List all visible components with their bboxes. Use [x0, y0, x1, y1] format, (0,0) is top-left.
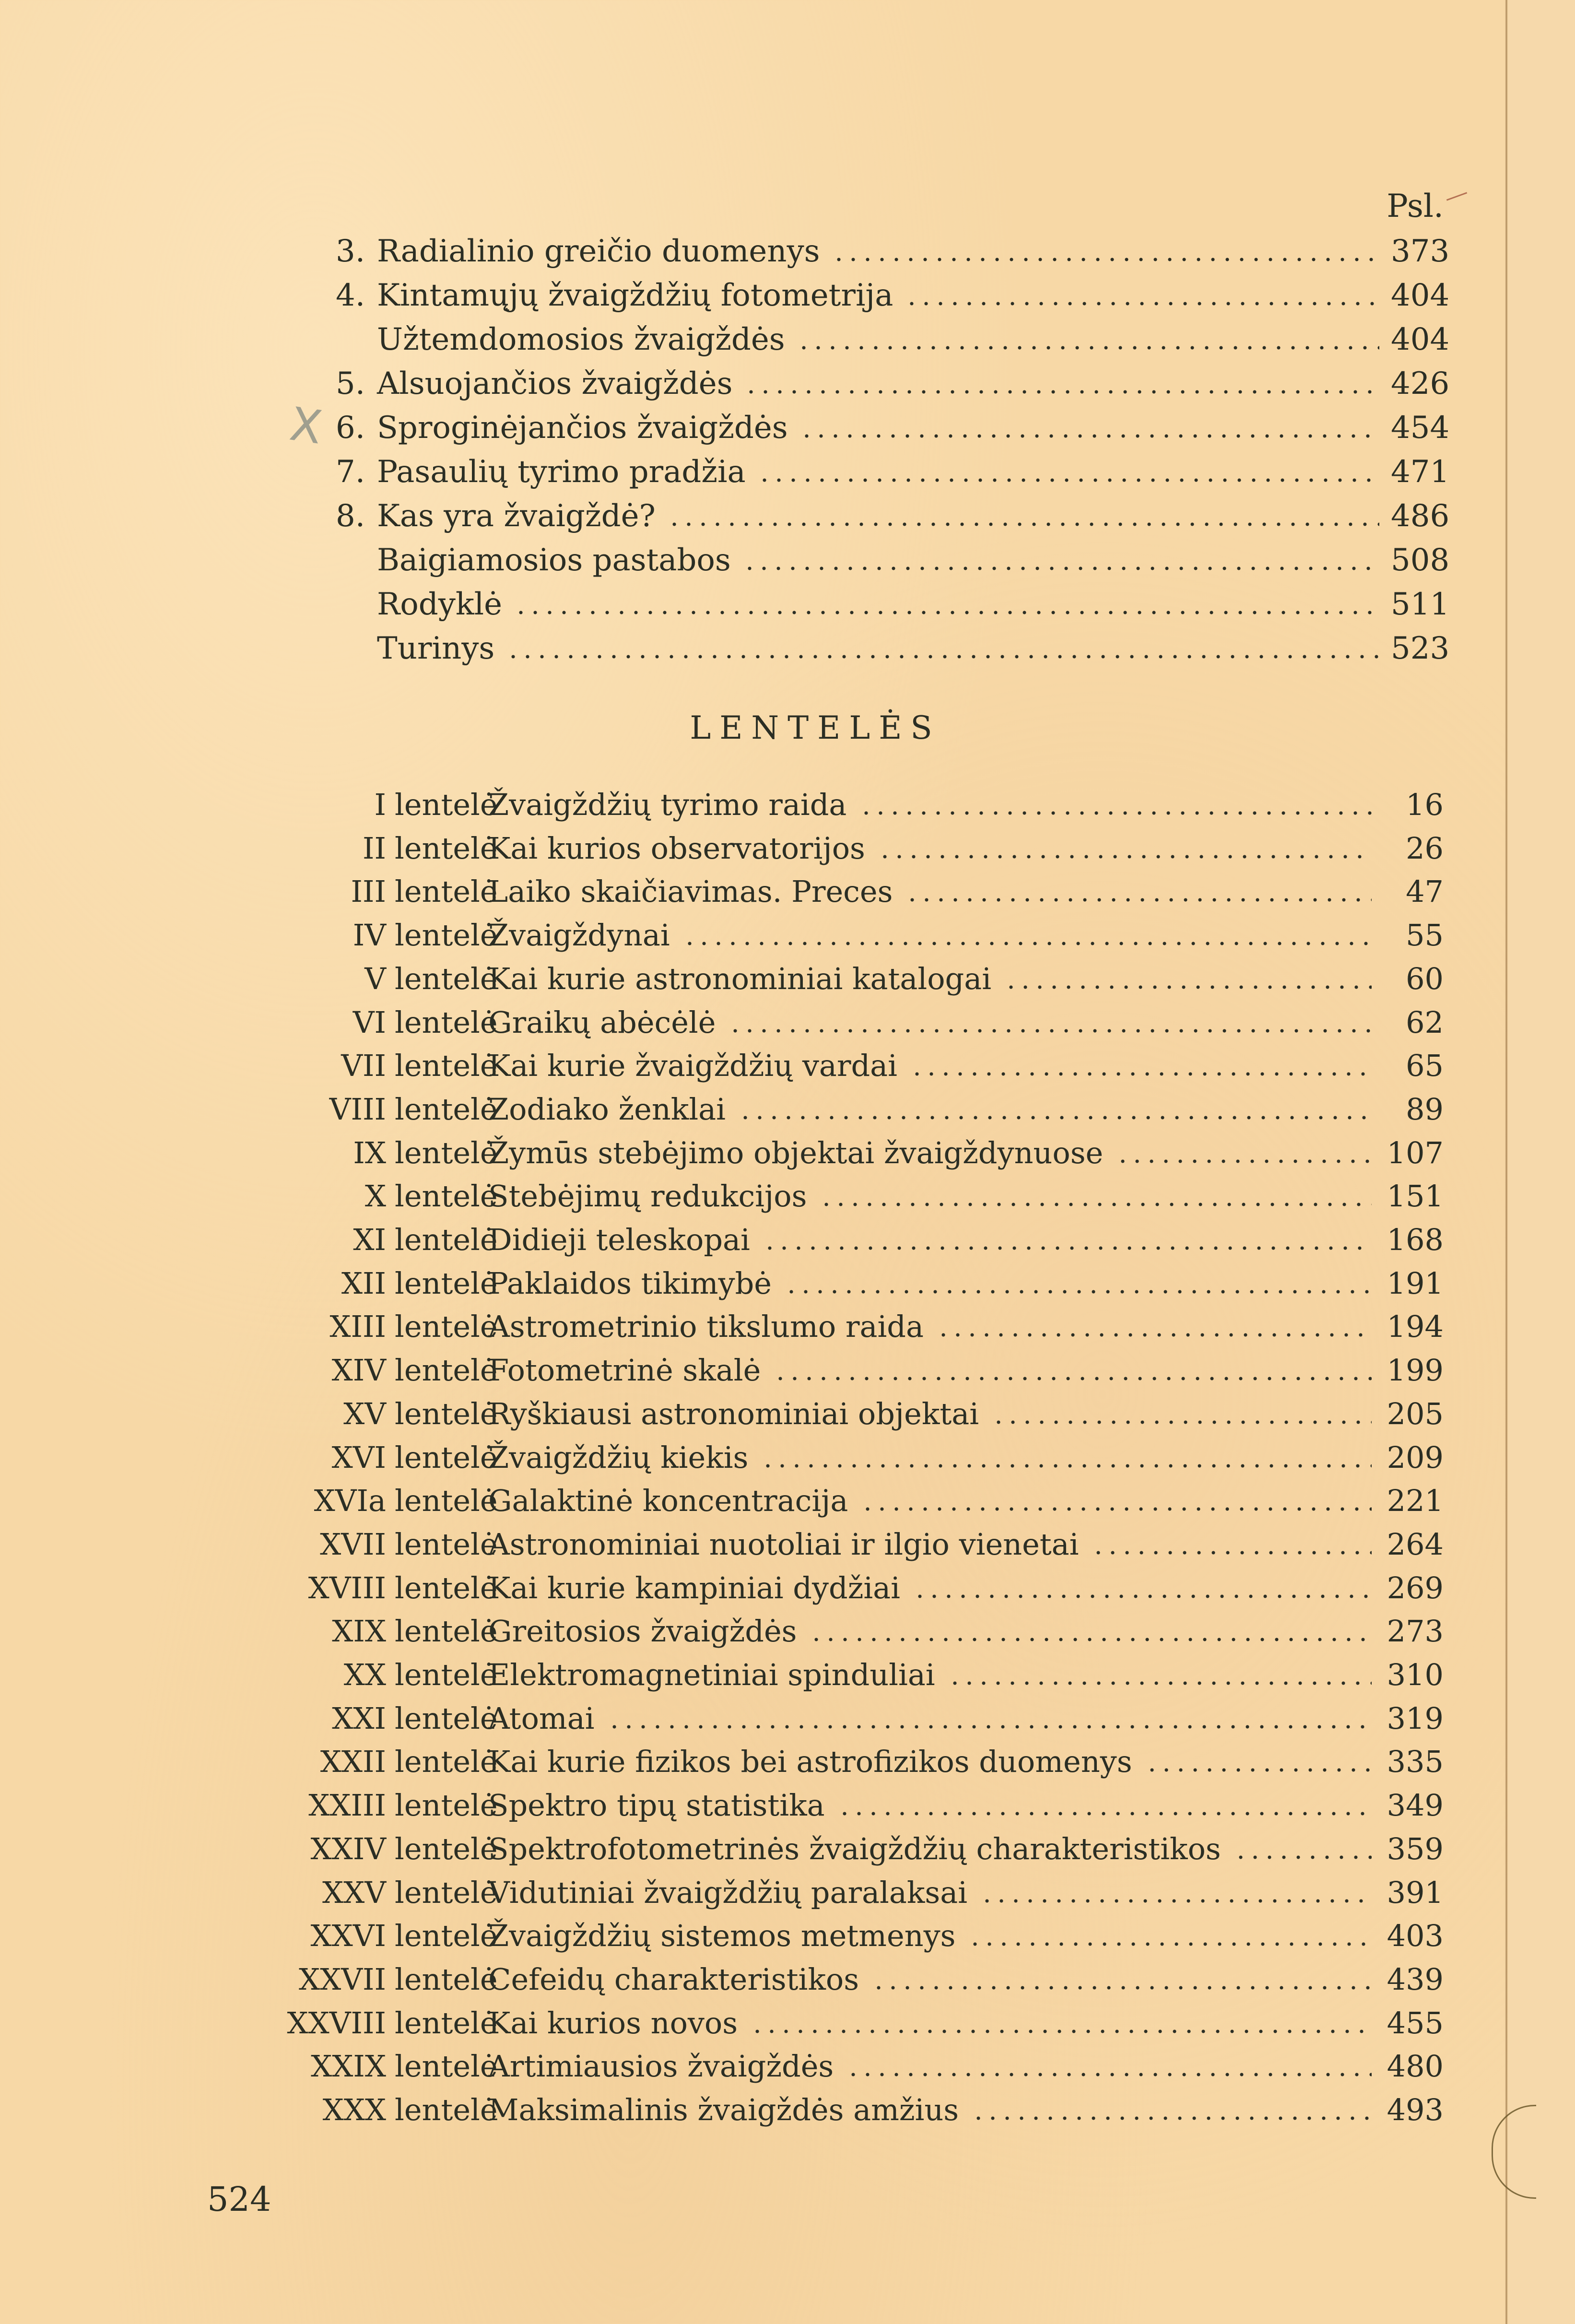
- table-label-word: lentelė: [395, 1222, 498, 1257]
- table-label-word: lentelė: [395, 2092, 498, 2127]
- table-roman-numeral: XV: [343, 1396, 386, 1431]
- dot-leader: [968, 1939, 1372, 1949]
- table-label-word: lentelė: [395, 1265, 498, 1301]
- entry-page: 523: [1391, 631, 1450, 666]
- entry-title: Baigiamosios pastabos: [377, 543, 731, 578]
- entry-title: Kas yra žvaigždė?: [377, 498, 656, 534]
- dot-leader: [980, 1896, 1372, 1906]
- table-roman-numeral: XII: [341, 1265, 386, 1301]
- entry-title: Pasaulių tyrimo pradžia: [377, 454, 746, 490]
- table-label-word: lentelė: [395, 1048, 498, 1084]
- table-label-word: lentelė: [395, 1831, 498, 1866]
- dot-leader: [837, 1809, 1372, 1818]
- table-entry: [182, 1522, 1444, 1566]
- table-entry: [182, 826, 1444, 870]
- table-entry: [182, 1653, 1444, 1697]
- entry-page: 426: [1391, 366, 1450, 401]
- dot-leader: [860, 1504, 1372, 1514]
- table-title: Astronominiai nuotoliai ir ilgio vienetai: [488, 1526, 1079, 1562]
- table-roman-numeral: XXX: [322, 2092, 386, 2127]
- chapter-number: 6.: [336, 410, 365, 446]
- table-label-word: lentelė: [395, 1091, 498, 1127]
- table-roman-numeral: I: [374, 787, 386, 822]
- table-page: 359: [1387, 1831, 1444, 1866]
- dot-leader: [744, 387, 1379, 397]
- table-title: Laiko skaičiavimas. Preces: [488, 874, 893, 909]
- table-page: 209: [1387, 1439, 1444, 1475]
- pencil-curve-mark: [1492, 2105, 1536, 2199]
- table-roman-numeral: XVII: [320, 1526, 386, 1562]
- table-roman-numeral: XIV: [331, 1353, 386, 1388]
- table-entry: [182, 1697, 1444, 1740]
- table-page: 335: [1387, 1744, 1444, 1780]
- dot-leader: [761, 1461, 1372, 1471]
- contents-entry: [336, 229, 1450, 273]
- table-roman-numeral: XXIX: [311, 2049, 386, 2084]
- table-entry: [182, 2044, 1444, 2088]
- table-roman-numeral: XXV: [322, 1875, 386, 1910]
- table-entry: [182, 1392, 1444, 1436]
- table-page: 16: [1406, 787, 1444, 822]
- contents-entry: [336, 494, 1450, 538]
- table-page: 168: [1387, 1222, 1444, 1257]
- table-label-word: lentelė: [395, 830, 498, 866]
- dot-leader: [763, 1243, 1372, 1253]
- dot-leader: [1091, 1548, 1372, 1557]
- table-title: Kai kurie žvaigždžių vardai: [488, 1048, 897, 1084]
- table-label-word: lentelė: [395, 1570, 498, 1605]
- entry-page: 454: [1391, 410, 1450, 446]
- table-label-word: lentelė: [395, 918, 498, 953]
- table-entry: [182, 1740, 1444, 1783]
- table-title: Kai kurios novos: [488, 2005, 738, 2041]
- table-page: 60: [1406, 961, 1444, 996]
- table-title: Vidutiniai žvaigždžių paralaksai: [488, 1875, 968, 1910]
- table-title: Kai kurie kampiniai dydžiai: [488, 1570, 900, 1605]
- table-entry: [182, 1609, 1444, 1653]
- table-label-word: lentelė: [395, 2005, 498, 2041]
- table-label-word: lentelė: [395, 874, 498, 909]
- chapter-number: 4.: [336, 278, 365, 313]
- entry-page: 508: [1391, 543, 1450, 578]
- table-label-word: lentelė: [395, 1700, 498, 1736]
- table-page: 194: [1387, 1309, 1444, 1345]
- table-page: 391: [1387, 1875, 1444, 1910]
- table-entry: [182, 870, 1444, 913]
- table-page: 199: [1387, 1353, 1444, 1388]
- dot-leader: [738, 1113, 1372, 1122]
- dot-leader: [846, 2070, 1372, 2079]
- table-roman-numeral: V: [364, 961, 386, 996]
- table-roman-numeral: XVIa: [314, 1483, 386, 1519]
- table-roman-numeral: XXII: [320, 1744, 386, 1780]
- dot-leader: [905, 895, 1372, 905]
- dot-leader: [1004, 982, 1372, 992]
- table-title: Maksimalinis žvaigždės amžius: [488, 2092, 959, 2127]
- dot-leader: [797, 343, 1379, 353]
- table-label-word: lentelė: [395, 1788, 498, 1823]
- pencil-mark: [1446, 192, 1467, 201]
- contents-entry: [336, 362, 1450, 406]
- table-label-word: lentelė: [395, 1179, 498, 1214]
- table-entry: [182, 1783, 1444, 1827]
- book-gutter: [1505, 0, 1508, 2324]
- table-title: Spektro tipų statistika: [488, 1788, 825, 1823]
- contents-entry: [336, 318, 1450, 362]
- dot-leader: [859, 808, 1372, 818]
- chapter-number: 3.: [336, 234, 365, 269]
- dot-leader: [1234, 1852, 1372, 1862]
- table-title: Žvaigždynai: [488, 918, 670, 953]
- table-roman-numeral: IV: [353, 918, 386, 953]
- table-page: 191: [1387, 1265, 1444, 1301]
- chapter-number: 7.: [336, 454, 365, 490]
- table-page: 47: [1406, 874, 1444, 909]
- entry-page: 404: [1391, 278, 1450, 313]
- dot-leader: [948, 1678, 1372, 1688]
- table-entry: [182, 1218, 1444, 1262]
- table-roman-numeral: VIII: [329, 1091, 386, 1127]
- table-title: Didieji teleskopai: [488, 1222, 750, 1257]
- entry-title: Užtemdomosios žvaigždės: [377, 322, 785, 357]
- entry-page: 471: [1391, 454, 1450, 490]
- table-title: Artimiausios žvaigždės: [488, 2049, 834, 2084]
- tables-section-heading: LENTELĖS: [690, 709, 941, 746]
- table-label-word: lentelė: [395, 1353, 498, 1388]
- table-label-word: lentelė: [395, 1483, 498, 1519]
- table-entry: [182, 957, 1444, 1001]
- table-label-word: lentelė: [395, 1918, 498, 1954]
- dot-leader: [809, 1635, 1372, 1644]
- table-label-word: lentelė: [395, 1135, 498, 1170]
- dot-leader: [728, 1026, 1372, 1036]
- dot-leader: [742, 564, 1379, 573]
- dot-leader: [819, 1200, 1372, 1209]
- dot-leader: [773, 1374, 1372, 1383]
- table-entry: [182, 2088, 1444, 2132]
- table-page: 273: [1387, 1614, 1444, 1649]
- table-label-word: lentelė: [395, 1309, 498, 1345]
- table-entry: [182, 783, 1444, 826]
- table-entry: [182, 1914, 1444, 1958]
- table-page: 310: [1387, 1657, 1444, 1692]
- table-page: 89: [1406, 1091, 1444, 1127]
- table-page: 349: [1387, 1788, 1444, 1823]
- dot-leader: [514, 608, 1379, 617]
- table-roman-numeral: VII: [341, 1048, 386, 1084]
- dot-leader: [971, 2113, 1372, 2123]
- chapter-number: 5.: [336, 366, 365, 401]
- table-entry: [182, 1087, 1444, 1131]
- table-title: Paklaidos tikimybė: [488, 1265, 772, 1301]
- entry-title: Sproginėjančios žvaigždės: [377, 410, 788, 446]
- table-roman-numeral: XXVIII: [287, 2005, 386, 2041]
- table-entry: [182, 1001, 1444, 1044]
- dot-leader: [913, 1592, 1372, 1601]
- table-page: 480: [1387, 2049, 1444, 2084]
- dot-leader: [905, 299, 1379, 308]
- contents-entry: [336, 582, 1450, 626]
- dot-leader: [607, 1722, 1372, 1732]
- table-roman-numeral: XXVI: [310, 1918, 386, 1954]
- table-entry: [182, 1479, 1444, 1522]
- table-title: Spektrofotometrinės žvaigždžių charakteristikos: [488, 1831, 1221, 1866]
- entry-page: 373: [1391, 234, 1450, 269]
- entry-page: 511: [1391, 587, 1450, 622]
- adjacent-page-edge: [1508, 0, 1575, 2324]
- dot-leader: [832, 255, 1380, 264]
- table-entry: [182, 1566, 1444, 1610]
- table-title: Žvaigždžių tyrimo raida: [488, 787, 847, 822]
- contents-entry: [336, 450, 1450, 494]
- table-roman-numeral: VI: [353, 1004, 386, 1040]
- table-page: 205: [1387, 1396, 1444, 1431]
- table-entry: [182, 1262, 1444, 1305]
- table-title: Galaktinė koncentracija: [488, 1483, 848, 1519]
- table-page: 439: [1387, 1961, 1444, 1997]
- dot-leader: [506, 652, 1379, 661]
- table-roman-numeral: XIII: [329, 1309, 386, 1345]
- table-label-word: lentelė: [395, 1396, 498, 1431]
- table-label-word: lentelė: [395, 1614, 498, 1649]
- table-title: Fotometrinė skalė: [488, 1353, 761, 1388]
- contents-entry: [336, 538, 1450, 582]
- table-page: 403: [1387, 1918, 1444, 1954]
- dot-leader: [871, 1983, 1372, 1993]
- table-roman-numeral: II: [363, 830, 386, 866]
- table-title: Kai kurie fizikos bei astrofizikos duomenys: [488, 1744, 1132, 1780]
- table-roman-numeral: XVIII: [308, 1570, 386, 1605]
- table-title: Elektromagnetiniai spinduliai: [488, 1657, 935, 1692]
- table-entry: [182, 1174, 1444, 1218]
- table-title: Atomai: [488, 1700, 595, 1736]
- table-title: Zodiako ženklai: [488, 1091, 726, 1127]
- dot-leader: [910, 1069, 1372, 1079]
- table-entry: [182, 1827, 1444, 1871]
- table-page: 55: [1406, 918, 1444, 953]
- dot-leader: [878, 852, 1372, 861]
- table-page: 455: [1387, 2005, 1444, 2041]
- dot-leader: [682, 939, 1372, 948]
- table-label-word: lentelė: [395, 961, 498, 996]
- table-roman-numeral: XX: [343, 1657, 386, 1692]
- table-roman-numeral: XXIV: [310, 1831, 386, 1866]
- table-title: Žvaigždžių sistemos metmenys: [488, 1918, 956, 1954]
- table-title: Astrometrinio tikslumo raida: [488, 1309, 924, 1345]
- table-page: 221: [1387, 1483, 1444, 1519]
- table-roman-numeral: XXI: [332, 1700, 386, 1736]
- table-entry: [182, 2001, 1444, 2045]
- dot-leader: [799, 431, 1379, 441]
- table-label-word: lentelė: [395, 1004, 498, 1040]
- entry-page: 486: [1391, 498, 1450, 534]
- table-title: Cefeidų charakteristikos: [488, 1961, 859, 1997]
- table-roman-numeral: XVI: [331, 1439, 386, 1475]
- chapter-number: 8.: [336, 498, 365, 534]
- dot-leader: [1145, 1765, 1372, 1775]
- table-entry: [182, 1958, 1444, 2001]
- entry-title: Turinys: [377, 631, 495, 666]
- entry-page: 404: [1391, 322, 1450, 357]
- table-roman-numeral: IX: [353, 1135, 386, 1170]
- table-title: Ryškiausi astronominiai objektai: [488, 1396, 979, 1431]
- table-title: Stebėjimų redukcijos: [488, 1179, 807, 1214]
- entry-title: Radialinio greičio duomenys: [377, 234, 820, 269]
- table-page: 264: [1387, 1526, 1444, 1562]
- dot-leader: [750, 2027, 1372, 2036]
- dot-leader: [936, 1330, 1372, 1340]
- table-title: Greitosios žvaigždės: [488, 1614, 797, 1649]
- table-label-word: lentelė: [395, 1961, 498, 1997]
- entry-title: Rodyklė: [377, 587, 502, 622]
- table-title: Žvaigždžių kiekis: [488, 1439, 749, 1475]
- table-title: Žymūs stebėjimo objektai žvaigždynuose: [488, 1135, 1104, 1170]
- table-entry: [182, 1044, 1444, 1087]
- table-entry: [182, 1131, 1444, 1175]
- table-page: 62: [1406, 1004, 1444, 1040]
- table-label-word: lentelė: [395, 1657, 498, 1692]
- table-entry: [182, 1436, 1444, 1479]
- table-page: 493: [1387, 2092, 1444, 2127]
- dot-leader: [667, 519, 1379, 529]
- table-title: Kai kurios observatorijos: [488, 830, 865, 866]
- entry-title: Alsuojančios žvaigždės: [377, 366, 733, 401]
- contents-entry: [336, 626, 1450, 671]
- table-page: 65: [1406, 1048, 1444, 1084]
- dot-leader: [1116, 1156, 1372, 1166]
- dot-leader: [784, 1287, 1372, 1297]
- contents-entry: [336, 406, 1450, 450]
- table-entry: [182, 1305, 1444, 1348]
- entry-title: Kintamųjų žvaigždžių fotometrija: [377, 278, 893, 313]
- contents-entry: [336, 273, 1450, 318]
- table-roman-numeral: XI: [353, 1222, 386, 1257]
- table-entry: [182, 1348, 1444, 1392]
- table-title: Kai kurie astronominiai katalogai: [488, 961, 992, 996]
- table-entry: [182, 1871, 1444, 1914]
- table-roman-numeral: XIX: [332, 1614, 386, 1649]
- page-column-header: Psl.: [1387, 188, 1444, 224]
- dot-leader: [991, 1417, 1372, 1427]
- table-roman-numeral: X: [364, 1179, 386, 1214]
- dot-leader: [757, 475, 1379, 485]
- table-page: 269: [1387, 1570, 1444, 1605]
- table-roman-numeral: XXIII: [308, 1788, 386, 1823]
- table-title: Graikų abėcėlė: [488, 1004, 716, 1040]
- page-number: 524: [207, 2180, 271, 2219]
- table-page: 151: [1387, 1179, 1444, 1214]
- table-label-word: lentelė: [395, 1744, 498, 1780]
- table-roman-numeral: III: [351, 874, 386, 909]
- table-page: 107: [1387, 1135, 1444, 1170]
- table-label-word: lentelė: [395, 1526, 498, 1562]
- table-label-word: lentelė: [395, 1875, 498, 1910]
- table-roman-numeral: XXVII: [298, 1961, 386, 1997]
- table-label-word: lentelė: [395, 2049, 498, 2084]
- table-label-word: lentelė: [395, 787, 498, 822]
- table-page: 26: [1406, 830, 1444, 866]
- table-entry: [182, 913, 1444, 957]
- margin-x-mark: X: [286, 397, 326, 455]
- table-page: 319: [1387, 1700, 1444, 1736]
- table-label-word: lentelė: [395, 1439, 498, 1475]
